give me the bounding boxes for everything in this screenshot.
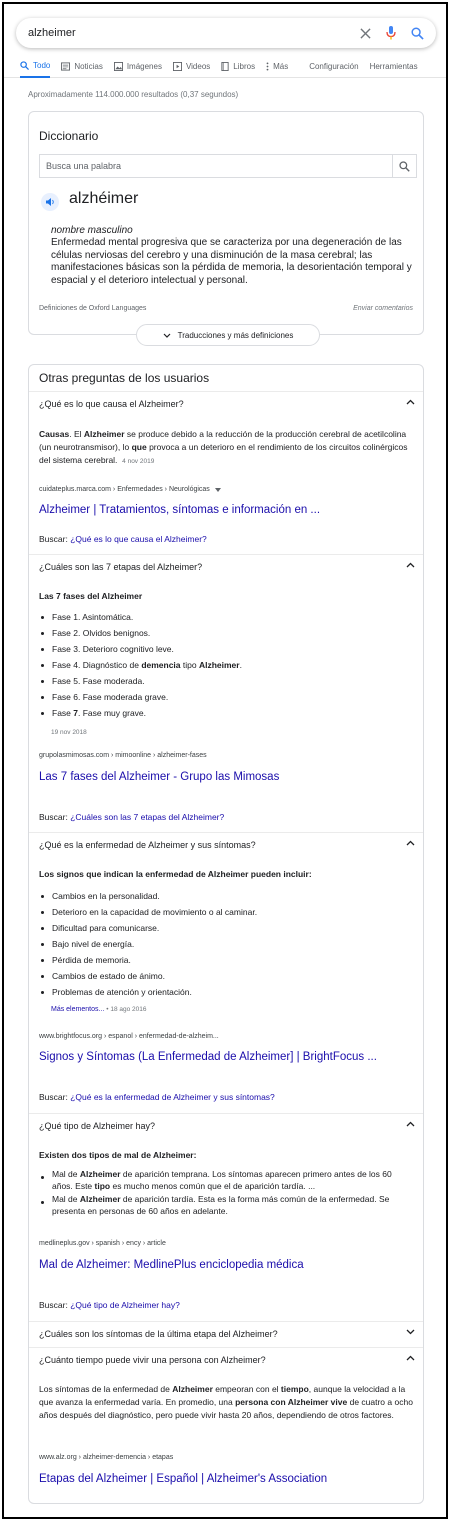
dictionary-search: [39, 154, 417, 178]
headword: alzhéimer: [69, 190, 139, 207]
search-tabs: [4, 56, 448, 78]
search-suggestion-link[interactable]: ¿Qué tipo de Alzheimer hay?: [70, 1300, 180, 1310]
source-cite: www.alz.org › alzheimer-demencia › etapas: [39, 1454, 174, 1461]
tab-herramientas[interactable]: [370, 56, 418, 78]
search-suggestion: Buscar: ¿Qué es la enfermedad de Alzheimer y sus síntomas?: [39, 1092, 275, 1102]
types-list: [39, 1169, 414, 1219]
more-items: [51, 1006, 147, 1013]
tab-videos[interactable]: [173, 56, 210, 78]
tab-mas[interactable]: [266, 56, 288, 78]
answer-heading: Existen dos tipos de mal de Alzheimer:: [39, 1150, 197, 1160]
result-link[interactable]: Signos y Síntomas (La Enfermedad de Alzheimer] | BrightFocus ...: [39, 1051, 377, 1063]
question-row[interactable]: [29, 832, 424, 856]
question-row[interactable]: [29, 391, 424, 415]
page-frame: [2, 2, 448, 1519]
question-text: ¿Qué es la enfermedad de Alzheimer y sus síntomas?: [39, 839, 256, 850]
chevron-up-icon: [406, 1355, 415, 1361]
speaker-icon[interactable]: [41, 193, 59, 211]
list-item: Bajo nivel de energía.: [39, 936, 419, 952]
search-suggestion-link[interactable]: ¿Qué es la enfermedad de Alzheimer y sus síntomas?: [70, 1092, 275, 1102]
answer-snippet: Los síntomas de la enfermedad de Alzheimer empeoran con el tiempo, aunque la velocidad a la que avanza la enfermedad varía. En promedio, una persona con Alzheimer vive de cuatro a ocho años después del diagnóstico, pero puede vivir hasta 20 años, dependiendo de otros factores.: [39, 1384, 413, 1420]
search-suggestion: Buscar: ¿Qué tipo de Alzheimer hay?: [39, 1300, 180, 1310]
symptoms-list: [39, 888, 419, 1000]
answer-date: • 18 ago 2016: [106, 1006, 147, 1013]
chevron-up-icon: [406, 840, 415, 846]
caret-down-icon[interactable]: [215, 488, 221, 492]
answer-date: 4 nov 2019: [122, 458, 155, 465]
tab-label: Videos: [185, 62, 211, 71]
list-item: Fase 7. Fase muy grave.: [39, 705, 419, 721]
clear-icon[interactable]: [354, 22, 376, 44]
answer-snippet: Causas. El Alzheimer se produce debido a la reducción de la producción cerebral de acetilcolina (un neurotransmisor), lo que provoca a un deterioro en el rendimiento de los circuitos colinérgicos del sistema cerebral. 4 nov 2019: [39, 429, 408, 465]
paa-title: Otras preguntas de los usuarios: [39, 371, 210, 385]
chevron-down-icon: [406, 1329, 415, 1335]
tab-imagenes[interactable]: [114, 56, 162, 78]
question-text: ¿Cuáles son las 7 etapas del Alzheimer?: [39, 561, 203, 572]
list-item: Problemas de atención y orientación.: [39, 984, 419, 1000]
newspaper-icon: [61, 62, 70, 71]
definition: Enfermedad mental progresiva que se caracteriza por una degeneración de las células nerviosas del cerebro y una disminución de la masa cerebral; las manifestaciones básicas son la pérdida de memoria, la desorientación temporal y espacial y el deterioro intelectual y personal.: [51, 237, 412, 286]
tab-label: Más: [273, 62, 289, 71]
more-vert-icon: [266, 62, 269, 71]
question-row[interactable]: [29, 1113, 424, 1137]
question-row[interactable]: [29, 554, 424, 578]
list-item: Fase 1. Asintomática.: [39, 609, 419, 625]
book-icon: [221, 62, 229, 71]
answer-heading: Los signos que indican la enfermedad de Alzheimer pueden incluir:: [39, 869, 312, 879]
dictionary-search-input[interactable]: [40, 155, 392, 177]
search-icon: [399, 161, 410, 172]
source-cite: cuidateplus.marca.com › Enfermedades › Neurológicas: [39, 486, 221, 493]
list-item: Cambios en la personalidad.: [39, 888, 419, 904]
question-text: ¿Qué es lo que causa el Alzheimer?: [39, 398, 184, 409]
question-text: ¿Qué tipo de Alzheimer hay?: [39, 1120, 156, 1131]
chevron-up-icon: [406, 562, 415, 568]
people-also-ask: [28, 364, 424, 1504]
source-cite: medlineplus.gov › spanish › ency › article: [39, 1240, 166, 1247]
list-item: Fase 3. Deterioro cognitivo leve.: [39, 641, 419, 657]
dictionary-source[interactable]: Definiciones de Oxford Languages: [39, 305, 147, 312]
search-suggestion-link[interactable]: ¿Qué es lo que causa el Alzheimer?: [70, 534, 207, 544]
more-definitions-button[interactable]: [136, 324, 320, 346]
dictionary-card: [28, 111, 424, 335]
tab-label: Noticias: [74, 62, 103, 71]
answer-date: 19 nov 2018: [51, 729, 87, 736]
result-stats: Aproximadamente 114.000.000 resultados (0,37 segundos): [28, 90, 239, 99]
search-suggestion: Buscar: ¿Qué es lo que causa el Alzheimer?: [39, 534, 207, 544]
list-item: Mal de Alzheimer de aparición tardía. Esta es la forma más común de la enfermedad. Se presenta en personas de 60 años en adelante.: [39, 1194, 414, 1217]
search-suggestion: Buscar: ¿Cuáles son las 7 etapas del Alzheimer?: [39, 812, 225, 822]
tab-label: Configuración: [309, 62, 359, 71]
question-row[interactable]: [29, 1347, 424, 1371]
question-text: ¿Cuánto tiempo puede vivir una persona con Alzheimer?: [39, 1354, 266, 1365]
list-item: Mal de Alzheimer de aparición temprana. Los síntomas aparecen primero antes de los 60 años. Este tipo es mucho menos común que el de aparición tardía. ...: [39, 1169, 414, 1192]
play-icon: [173, 62, 182, 71]
answer-heading: Las 7 fases del Alzheimer: [39, 591, 143, 601]
tab-libros[interactable]: [221, 56, 255, 78]
list-item: Deterioro en la capacidad de movimiento o al caminar.: [39, 904, 419, 920]
source-cite: www.brightfocus.org › espanol › enfermedad-de-alzheim...: [39, 1033, 219, 1040]
more-definitions-label: Traducciones y más definiciones: [177, 330, 294, 340]
tab-label: Herramientas: [369, 62, 418, 71]
question-text: ¿Cuáles son los síntomas de la última etapa del Alzheimer?: [39, 1328, 278, 1339]
chevron-up-icon: [406, 399, 415, 405]
tab-noticias[interactable]: [61, 56, 102, 78]
search-input[interactable]: [28, 27, 354, 39]
list-item: Fase 2. Olvidos benignos.: [39, 625, 419, 641]
source-cite: grupolasmimosas.com › mimoonline › alzheimer-fases: [39, 752, 207, 759]
list-item: Fase 6. Fase moderada grave.: [39, 689, 419, 705]
result-link[interactable]: Las 7 fases del Alzheimer - Grupo las Mimosas: [39, 771, 280, 783]
more-items-link[interactable]: Más elementos...: [51, 1006, 105, 1013]
question-row[interactable]: [29, 1321, 424, 1345]
chevron-up-icon: [406, 1121, 415, 1127]
list-item: Fase 4. Diagnóstico de demencia tipo Alzheimer.: [39, 657, 419, 673]
chevron-down-icon: [163, 333, 171, 338]
tab-label: Todo: [33, 61, 51, 70]
list-item: Pérdida de memoria.: [39, 952, 419, 968]
tab-todo[interactable]: [20, 56, 50, 78]
search-icon: [20, 61, 29, 70]
result-link[interactable]: Mal de Alzheimer: MedlinePlus enciclopedia médica: [39, 1259, 304, 1271]
list-item: Dificultad para comunicarse.: [39, 920, 419, 936]
search-bar: [16, 18, 436, 48]
image-icon: [114, 62, 123, 71]
stages-list: [39, 609, 419, 721]
dictionary-title: Diccionario: [39, 129, 99, 143]
result-link[interactable]: Etapas del Alzheimer | Español | Alzheimer's Association: [39, 1473, 328, 1485]
microphone-icon[interactable]: [380, 22, 402, 44]
tab-label: Libros: [233, 62, 256, 71]
tab-label: Imágenes: [126, 62, 162, 71]
feedback-link[interactable]: Enviar comentarios: [353, 305, 413, 312]
list-item: Fase 5. Fase moderada.: [39, 673, 419, 689]
search-suggestion-link[interactable]: ¿Cuáles son las 7 etapas del Alzheimer?: [70, 812, 225, 822]
tab-configuracion[interactable]: [309, 56, 358, 78]
search-icon[interactable]: [406, 22, 428, 44]
part-of-speech: nombre masculino: [51, 225, 133, 236]
dictionary-search-button[interactable]: [392, 155, 416, 177]
list-item: Cambios de estado de ánimo.: [39, 968, 419, 984]
result-link[interactable]: Alzheimer | Tratamientos, síntomas e información en ...: [39, 504, 321, 516]
